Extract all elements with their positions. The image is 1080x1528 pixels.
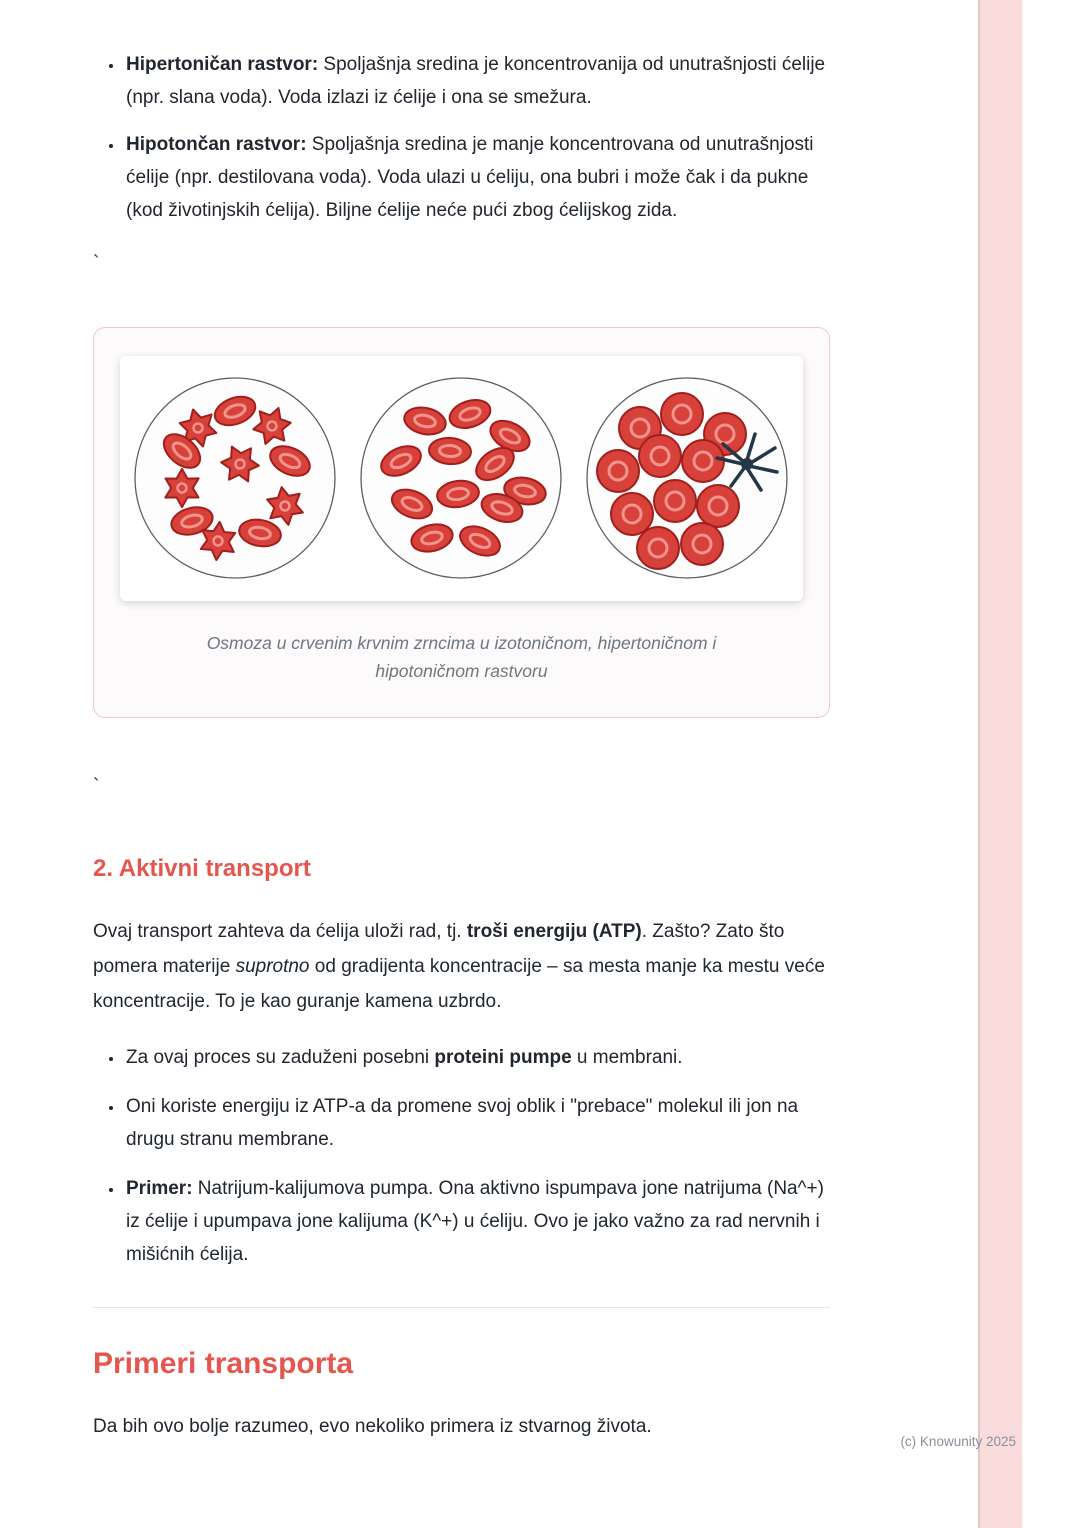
bullet-bold: proteini pumpe (434, 1047, 572, 1068)
stray-backtick: ` (93, 253, 100, 274)
page-edge-stripe (978, 0, 1022, 1528)
bullet-text: Spoljašnja sredina je koncentrovanija od unutrašnjosti ćelije (npr. slana voda). Voda izlazi iz ćelije i ona se smežura. (126, 54, 826, 108)
figure-card (93, 327, 830, 718)
bullet-text: Za ovaj proces su zaduženi posebni (126, 1047, 435, 1068)
osmosis-figure-image (120, 356, 803, 601)
stray-backtick: ` (93, 776, 100, 797)
bullet-bold-lead: Hipertoničan rastvor: (126, 54, 319, 75)
section-divider (93, 1307, 830, 1308)
intro-text: od gradijenta koncentracije – sa mesta manje ka mestu veće koncentracije. To je kao guranje kamena uzbrdo. (93, 956, 825, 1012)
red-blood-cells-illustration (120, 356, 803, 601)
section-heading-active-transport: 2. Aktivni transport (93, 855, 311, 882)
page-heading-examples: Primeri transporta (93, 1347, 354, 1380)
list-item-hypertonic (124, 48, 830, 114)
intro-bold: troši energiju (ATP) (466, 921, 642, 942)
bullet-text: Oni koriste energiju iz ATP-a da promene svoj oblik i "prebace" molekul ili jon na drugu stranu membrane. (126, 1096, 799, 1150)
bullet-bold-lead: Primer: (126, 1178, 193, 1199)
intro-text: . Zašto? Zato što pomera materije (93, 921, 785, 977)
solution-types-list (93, 48, 830, 227)
active-transport-list (93, 1041, 830, 1271)
document-content (93, 0, 830, 1443)
examples-intro: Da bih ovo bolje razumeo, evo nekoliko primera iz stvarnog života. (93, 1416, 652, 1437)
list-item-hypotonic (124, 128, 830, 227)
bullet-bold-lead: Hipotončan rastvor: (126, 134, 307, 155)
intro-text: Ovaj transport zahteva da ćelija uloži rad, tj. (93, 921, 467, 942)
intro-italic: suprotno (235, 956, 310, 977)
list-item-atp-energy (124, 1090, 830, 1156)
bullet-text: Natrijum-kalijumova pumpa. Ona aktivno ispumpava jone natrijuma (Na^+) iz ćelije i upumpava jone kalijuma (K^+) u ćeliju. Ovo je jako važno za rad nervnih i mišićnih ćelija. (126, 1178, 824, 1265)
copyright-credit: (c) Knowunity 2025 (900, 1434, 1016, 1449)
active-transport-intro (93, 914, 830, 1019)
bullet-text: u membrani. (571, 1047, 683, 1068)
list-item-sodium-potassium-pump (124, 1172, 830, 1271)
figure-caption: Osmoza u crvenim krvnim zrncima u izotoničnom, hipertoničnom i hipotoničnom rastvoru (206, 633, 717, 681)
list-item-pump-proteins (124, 1041, 830, 1074)
bullet-text: Spoljašnja sredina je manje koncentrovana od unutrašnjosti ćelije (npr. destilovana voda). Voda ulazi u ćeliju, ona bubri i može čak i da pukne (kod životinjskih ćelija). Biljne ćelije neće pući zbog ćelijskog zida. (126, 134, 814, 221)
